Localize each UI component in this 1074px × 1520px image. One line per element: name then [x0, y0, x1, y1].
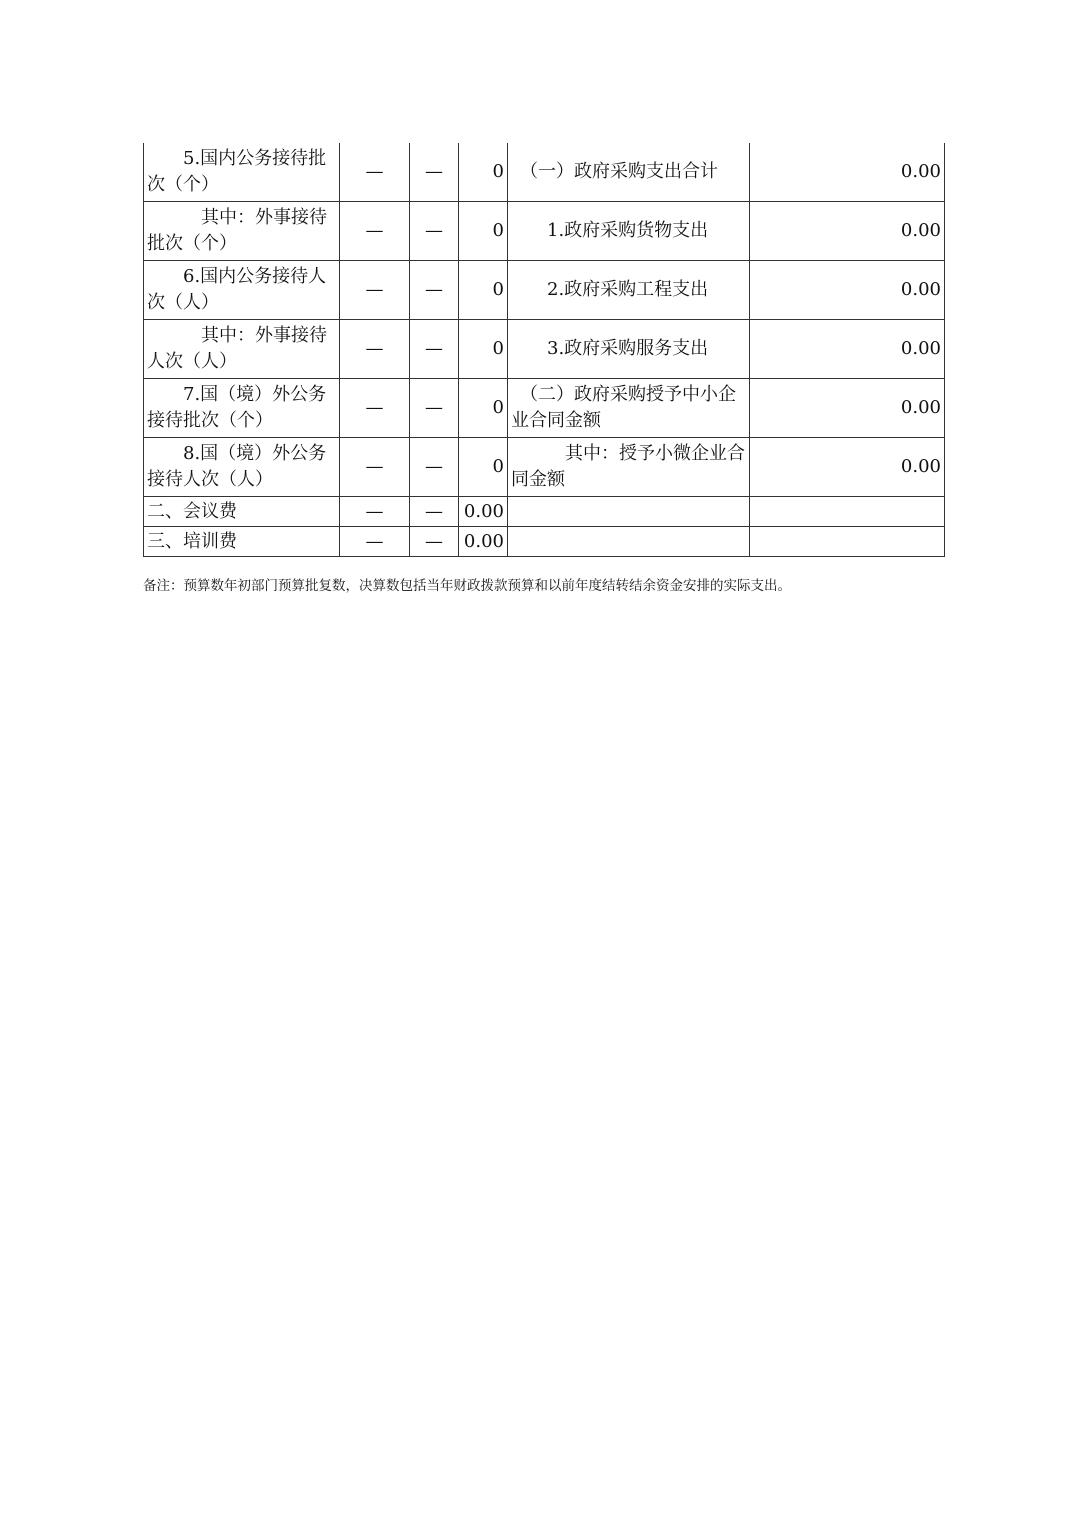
- right-label: 其中：授予小微企业合同金额: [508, 438, 750, 497]
- table-row: [144, 438, 945, 497]
- right-label: 2.政府采购工程支出: [508, 261, 750, 320]
- adjusted-cell: —: [410, 320, 459, 379]
- actual-cell: 0: [459, 143, 508, 202]
- right-label: （二）政府采购授予中小企业合同金额: [508, 379, 750, 438]
- table-row: [144, 527, 945, 557]
- table-row: [144, 261, 945, 320]
- row-label: 6.国内公务接待人次（人）: [144, 261, 340, 320]
- row-label: 三、培训费: [144, 527, 340, 557]
- budget-cell: —: [340, 320, 410, 379]
- footnote: 备注：预算数年初部门预算批复数，决算数包括当年财政拨款预算和以前年度结转结余资金安排的实际支出。: [143, 578, 791, 594]
- budget-cell: —: [340, 438, 410, 497]
- adjusted-cell: —: [410, 527, 459, 557]
- right-label: [508, 497, 750, 527]
- expense-table: [143, 143, 945, 557]
- actual-cell: 0: [459, 261, 508, 320]
- right-label: 3.政府采购服务支出: [508, 320, 750, 379]
- right-value: 0.00: [750, 143, 945, 202]
- row-label: 其中：外事接待人次（人）: [144, 320, 340, 379]
- actual-cell: 0: [459, 202, 508, 261]
- adjusted-cell: —: [410, 261, 459, 320]
- table-row: [144, 320, 945, 379]
- budget-cell: —: [340, 527, 410, 557]
- right-label: 1.政府采购货物支出: [508, 202, 750, 261]
- table-row: [144, 497, 945, 527]
- right-value: 0.00: [750, 438, 945, 497]
- row-label: 8.国（境）外公务接待人次（人）: [144, 438, 340, 497]
- row-label: 5.国内公务接待批次（个）: [144, 143, 340, 202]
- adjusted-cell: —: [410, 379, 459, 438]
- budget-cell: —: [340, 379, 410, 438]
- actual-cell: 0: [459, 320, 508, 379]
- adjusted-cell: —: [410, 143, 459, 202]
- actual-cell: 0.00: [459, 527, 508, 557]
- right-value: 0.00: [750, 320, 945, 379]
- adjusted-cell: —: [410, 497, 459, 527]
- budget-cell: —: [340, 261, 410, 320]
- row-label: 其中：外事接待批次（个）: [144, 202, 340, 261]
- adjusted-cell: —: [410, 202, 459, 261]
- row-label: 二、会议费: [144, 497, 340, 527]
- budget-cell: —: [340, 497, 410, 527]
- right-value: 0.00: [750, 202, 945, 261]
- table-row: [144, 202, 945, 261]
- adjusted-cell: —: [410, 438, 459, 497]
- actual-cell: 0: [459, 438, 508, 497]
- row-label: 7.国（境）外公务接待批次（个）: [144, 379, 340, 438]
- right-label: [508, 527, 750, 557]
- actual-cell: 0: [459, 379, 508, 438]
- right-value: [750, 527, 945, 557]
- actual-cell: 0.00: [459, 497, 508, 527]
- right-value: [750, 497, 945, 527]
- budget-cell: —: [340, 202, 410, 261]
- right-value: 0.00: [750, 261, 945, 320]
- table-row: [144, 379, 945, 438]
- right-label: （一）政府采购支出合计: [508, 143, 750, 202]
- budget-cell: —: [340, 143, 410, 202]
- right-value: 0.00: [750, 379, 945, 438]
- table-row: [144, 143, 945, 202]
